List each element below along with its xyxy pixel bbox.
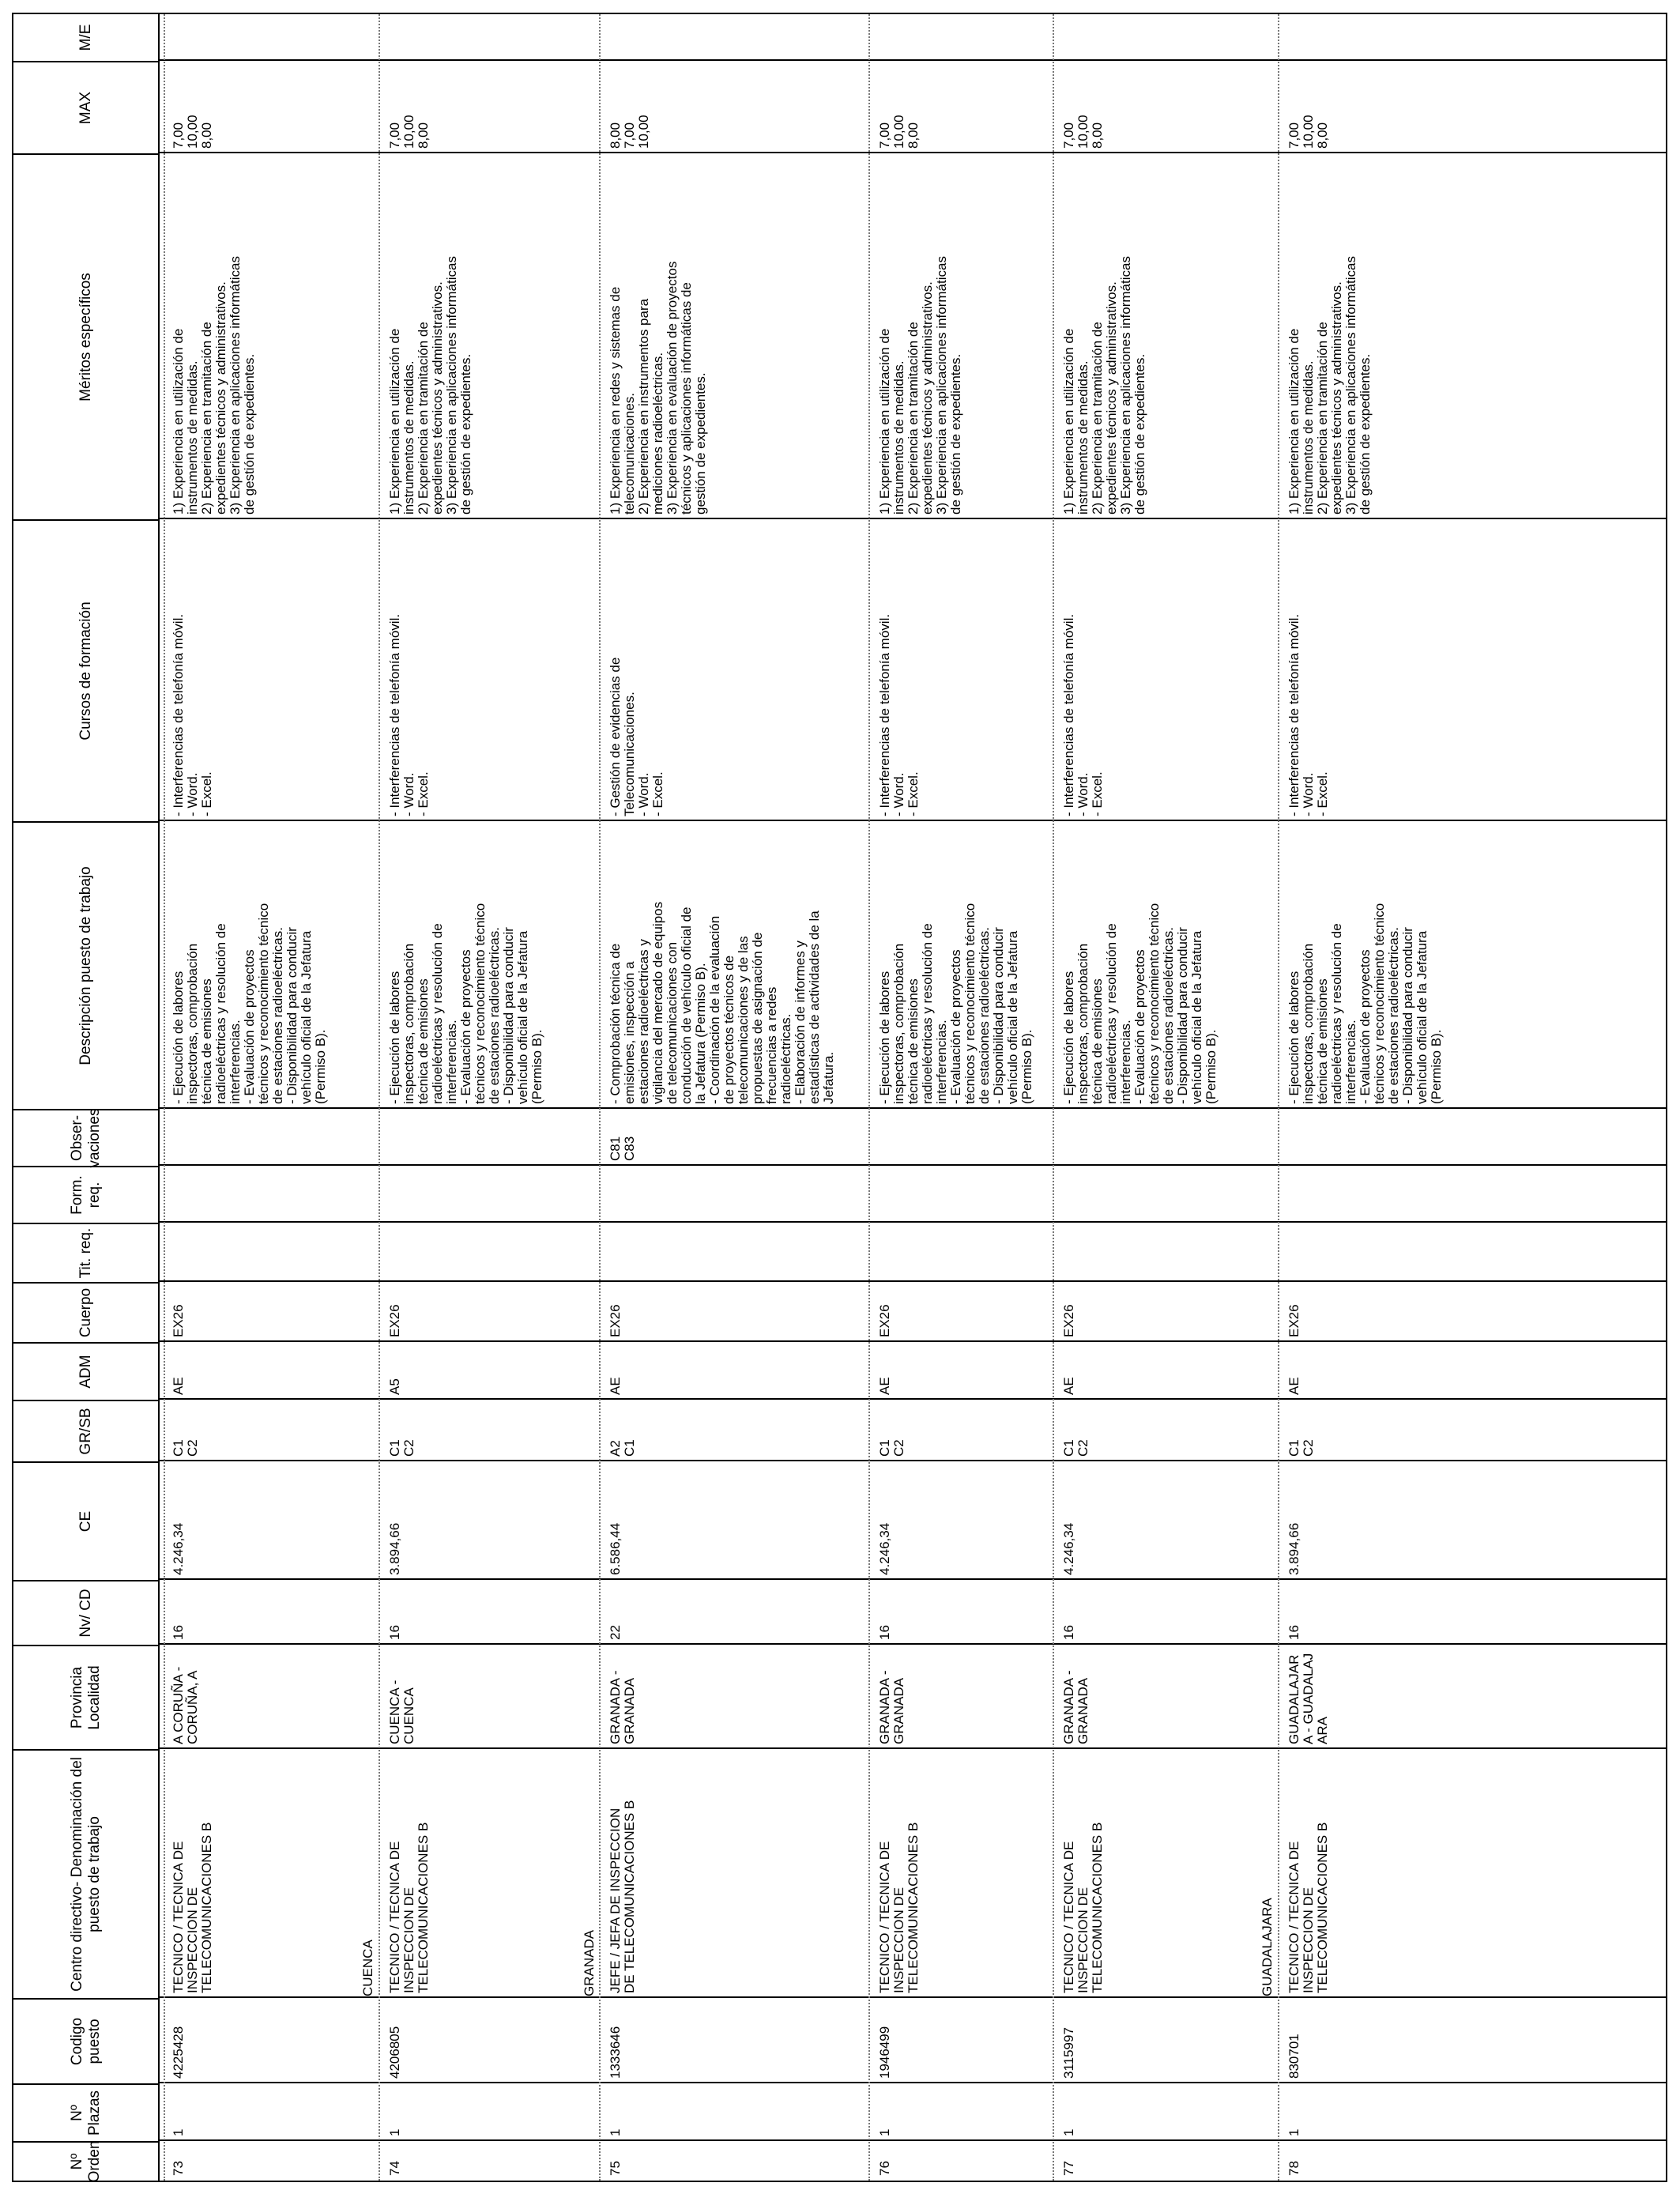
- cell-centro: TECNICO / TECNICA DE INSPECCION DE TELECOMUNICACIONES B: [1061, 1822, 1105, 1993]
- cell-max: 7,00 10,00 8,00: [171, 115, 214, 149]
- cell-gr: C1 C2: [1061, 1439, 1090, 1457]
- cell-me: [386, 14, 388, 61]
- cell-meritos: 1) Experiencia en utilización de instrumentos de medidas. 2) Experiencia en tramitación de expedientes técnicos y administrativos. 3) Experiencia en aplicaciones informáticas de gestión de expedientes.: [387, 256, 473, 515]
- cell-plazas: 1: [608, 2128, 623, 2136]
- cell-obs: [1286, 1109, 1287, 1166]
- cell-codigo: 4225428: [171, 2026, 186, 2079]
- cell-me: [170, 14, 171, 61]
- cell-form: [607, 1166, 608, 1223]
- header-plazas: Nº Plazas: [13, 2083, 160, 2141]
- column-rule: [160, 1280, 1666, 1282]
- cell-provincia: GRANADA - GRANADA: [608, 1670, 637, 1744]
- cell-orden: 73: [171, 2161, 186, 2176]
- cell-adm: AE: [1061, 1377, 1076, 1395]
- cell-form: [1060, 1166, 1062, 1223]
- header-nv: Nv/ CD: [13, 1580, 160, 1645]
- cell-me: [1286, 14, 1287, 61]
- header-form: Form. req.: [13, 1166, 160, 1223]
- cell-centro: JEFE / JEFA DE INSPECCION DE TELECOMUNICACIONES B: [608, 1800, 637, 1993]
- cell-gr: C1 C2: [1286, 1439, 1316, 1457]
- cell-form: [386, 1166, 388, 1223]
- cell-nv: 16: [171, 1625, 186, 1640]
- cell-centro: TECNICO / TECNICA DE INSPECCION DE TELECOMUNICACIONES B: [387, 1822, 431, 1993]
- cell-max: 7,00 10,00 8,00: [877, 115, 921, 149]
- cell-orden: 74: [387, 2161, 402, 2176]
- cell-codigo: 3115997: [1061, 2027, 1076, 2079]
- row-separator: [164, 14, 165, 2181]
- cell-descripcion: - Ejecución de labores inspectoras, comprobación técnica de emisiones radioeléctricas y resolución de interferencias. - Evaluación de proyectos técnicos y reconocimiento técnico de estaciones radioeléctricas. - Disponibilidad para conducir vehículo oficial de la Jefatura (Permiso B).: [1286, 903, 1444, 1104]
- cell-plazas: 1: [171, 2128, 186, 2136]
- cell-tit: [607, 1223, 608, 1282]
- cell-obs: [386, 1109, 388, 1166]
- header-meritos: Méritos específicos: [13, 153, 160, 519]
- section-label-cuenca: CUENCA: [360, 1940, 375, 1996]
- cell-gr: C1 C2: [171, 1439, 200, 1457]
- cell-descripcion: - Ejecución de labores inspectoras, comprobación técnica de emisiones radioeléctricas y resolución de interferencias. - Evaluación de proyectos técnicos y reconocimiento técnico de estaciones radioeléctricas. - Disponibilidad para conducir vehículo oficial de la Jefatura (Permiso B).: [877, 903, 1034, 1104]
- cell-ce: 3.894,66: [387, 1522, 402, 1575]
- header-descripcion: Descripción puesto de trabajo: [13, 821, 160, 1109]
- cell-tit: [1060, 1223, 1062, 1282]
- column-rule: [160, 1221, 1666, 1223]
- cell-max: 7,00 10,00 8,00: [1061, 115, 1105, 149]
- cell-orden: 76: [877, 2161, 892, 2176]
- cell-orden: 78: [1286, 2161, 1301, 2176]
- cell-provincia: CUENCA - CUENCA: [387, 1679, 416, 1744]
- cell-cursos: - Interferencias de telefonía móvil. - Word. - Excel.: [877, 613, 921, 816]
- vacancy-table: [12, 13, 1667, 2182]
- column-rule: [160, 1340, 1666, 1342]
- cell-ce: 4.246,34: [877, 1522, 892, 1575]
- cell-gr: C1 C2: [387, 1439, 416, 1457]
- column-rule: [160, 1164, 1666, 1166]
- cell-nv: 16: [1061, 1625, 1076, 1640]
- section-label-guadalajara: GUADALAJARA: [1260, 1898, 1275, 1996]
- column-rule: [160, 2082, 1666, 2083]
- header-me: M/E: [13, 14, 160, 61]
- cell-provincia: GRANADA - GRANADA: [877, 1670, 906, 1744]
- cell-descripcion: - Comprobación técnica de emisiones, inspección a estaciones radioeléctricas y vigilancia del mercado de equipos de telecomunicaciones con conducción de vehículo oficial de la Jefatura (Permiso B). - Coordinación de la evaluación de proyectos técnicos de telecomunicaciones y de las propuestas de asignación de frecuencias a redes radioeléctricas. - Elaboración de informes y estadísticas de actividades de la Jefatura.: [608, 901, 836, 1104]
- cell-cursos: - Interferencias de telefonía móvil. - Word. - Excel.: [387, 613, 431, 816]
- cell-tit: [876, 1223, 878, 1282]
- cell-orden: 75: [608, 2161, 623, 2176]
- cell-me: [1060, 14, 1062, 61]
- header-max: MAX: [13, 61, 160, 153]
- cell-adm: A5: [387, 1378, 402, 1395]
- cell-me: [607, 14, 608, 61]
- cell-cuerpo: EX26: [171, 1304, 186, 1337]
- row-separator: [868, 14, 870, 2181]
- cell-nv: 16: [1286, 1625, 1301, 1640]
- cell-adm: AE: [171, 1377, 186, 1395]
- cell-cuerpo: EX26: [877, 1304, 892, 1337]
- cell-max: 7,00 10,00 8,00: [387, 115, 431, 149]
- cell-codigo: 1946499: [877, 2026, 892, 2079]
- column-rule: [160, 1398, 1666, 1400]
- header-gr: GR/SB: [13, 1400, 160, 1461]
- row-separator: [1053, 14, 1054, 2181]
- cell-centro: TECNICO / TECNICA DE INSPECCION DE TELECOMUNICACIONES B: [171, 1822, 214, 1993]
- cell-meritos: 1) Experiencia en utilización de instrumentos de medidas. 2) Experiencia en tramitación de expedientes técnicos y administrativos. 3) Experiencia en aplicaciones informáticas de gestión de expedientes.: [1286, 256, 1373, 515]
- cell-meritos: 1) Experiencia en redes y sistemas de telecomunicaciones. 2) Experiencia en instrumentos para mediciones radioeléctricas. 3) Experiencia en evaluación de proyectos técnicos y aplicaciones informáticas de gestión de expedientes.: [608, 261, 708, 515]
- cell-descripcion: - Ejecución de labores inspectoras, comprobación técnica de emisiones radioeléctricas y resolución de interferencias. - Evaluación de proyectos técnicos y reconocimiento técnico de estaciones radioeléctricas. - Disponibilidad para conducir vehículo oficial de la Jefatura (Permiso B).: [1061, 903, 1219, 1104]
- cell-obs: [1060, 1109, 1062, 1166]
- column-rule: [160, 1460, 1666, 1461]
- cell-cursos: - Interferencias de telefonía móvil. - Word. - Excel.: [171, 613, 214, 816]
- header-cursos: Cursos de formación: [13, 519, 160, 821]
- cell-ce: 6.586,44: [608, 1522, 623, 1575]
- cell-meritos: 1) Experiencia en utilización de instrumentos de medidas. 2) Experiencia en tramitación de expedientes técnicos y administrativos. 3) Experiencia en aplicaciones informáticas de gestión de expedientes.: [877, 256, 963, 515]
- section-label-granada: GRANADA: [582, 1929, 597, 1996]
- cell-descripcion: - Ejecución de labores inspectoras, comprobación técnica de emisiones radioeléctricas y resolución de interferencias. - Evaluación de proyectos técnicos y reconocimiento técnico de estaciones radioeléctricas. - Disponibilidad para conducir vehículo oficial de la Jefatura (Permiso B).: [387, 903, 544, 1104]
- header-ce: CE: [13, 1461, 160, 1580]
- cell-me: [876, 14, 878, 61]
- column-rule: [160, 1643, 1666, 1645]
- header-orden: Nº Orden: [13, 2141, 160, 2181]
- cell-max: 7,00 10,00 8,00: [1286, 115, 1330, 149]
- row-separator: [379, 14, 380, 2181]
- cell-provincia: GRANADA - GRANADA: [1061, 1670, 1090, 1744]
- cell-plazas: 1: [1286, 2128, 1301, 2136]
- cell-form: [170, 1166, 171, 1223]
- cell-ce: 4.246,34: [171, 1522, 186, 1575]
- cell-tit: [386, 1223, 388, 1282]
- cell-plazas: 1: [1061, 2128, 1076, 2136]
- header-obs: Obser- vaciones: [13, 1109, 160, 1166]
- cell-cuerpo: EX26: [1061, 1304, 1076, 1337]
- cell-adm: AE: [608, 1377, 623, 1395]
- cell-obs: C81 C83: [608, 1136, 637, 1161]
- cell-meritos: 1) Experiencia en utilización de instrumentos de medidas. 2) Experiencia en tramitación de expedientes técnicos y administrativos. 3) Experiencia en aplicaciones informáticas de gestión de expedientes.: [1061, 256, 1147, 515]
- header-adm: ADM: [13, 1342, 160, 1400]
- row-separator: [1278, 14, 1279, 2181]
- header-tit: Tit. req.: [13, 1223, 160, 1282]
- cell-ce: 3.894,66: [1286, 1522, 1301, 1575]
- cell-adm: AE: [877, 1377, 892, 1395]
- cell-plazas: 1: [387, 2128, 402, 2136]
- cell-cursos: - Interferencias de telefonía móvil. - Word. - Excel.: [1286, 613, 1330, 816]
- cell-codigo: 1333646: [608, 2026, 623, 2079]
- cell-tit: [1286, 1223, 1287, 1282]
- cell-plazas: 1: [877, 2128, 892, 2136]
- cell-gr: C1 C2: [877, 1439, 906, 1457]
- cell-cursos: - Gestión de evidencias de Telecomunicaciones. - Word. - Excel.: [608, 657, 665, 816]
- row-separator: [599, 14, 601, 2181]
- cell-form: [1286, 1166, 1287, 1223]
- cell-cursos: - Interferencias de telefonía móvil. - Word. - Excel.: [1061, 613, 1105, 816]
- cell-nv: 22: [608, 1625, 623, 1640]
- cell-max: 8,00 7,00 10,00: [608, 115, 651, 149]
- column-rule: [160, 1578, 1666, 1580]
- cell-provincia: GUADALAJAR A - GUADALAJ ARA: [1286, 1653, 1330, 1744]
- cell-tit: [170, 1223, 171, 1282]
- cell-orden: 77: [1061, 2161, 1076, 2176]
- cell-cuerpo: EX26: [608, 1304, 623, 1337]
- cell-nv: 16: [387, 1625, 402, 1640]
- header-centro: Centro directivo- Denominación del puesto de trabajo: [13, 1749, 160, 1998]
- cell-adm: AE: [1286, 1377, 1301, 1395]
- cell-codigo: 830701: [1286, 2034, 1301, 2079]
- cell-descripcion: - Ejecución de labores inspectoras, comprobación técnica de emisiones radioeléctricas y resolución de interferencias. - Evaluación de proyectos técnicos y reconocimiento técnico de estaciones radioeléctricas. - Disponibilidad para conducir vehículo oficial de la Jefatura (Permiso B).: [171, 903, 328, 1104]
- cell-centro: TECNICO / TECNICA DE INSPECCION DE TELECOMUNICACIONES B: [877, 1822, 921, 1993]
- cell-meritos: 1) Experiencia en utilización de instrumentos de medidas. 2) Experiencia en tramitación de expedientes técnicos y administrativos. 3) Experiencia en aplicaciones informáticas de gestión de expedientes.: [171, 256, 257, 515]
- cell-gr: A2 C1: [608, 1439, 637, 1457]
- cell-form: [876, 1166, 878, 1223]
- column-rule: [160, 2139, 1666, 2141]
- cell-obs: [170, 1109, 171, 1166]
- cell-ce: 4.246,34: [1061, 1522, 1076, 1575]
- header-codigo: Codigo puesto: [13, 1998, 160, 2083]
- cell-cuerpo: EX26: [1286, 1304, 1301, 1337]
- cell-nv: 16: [877, 1625, 892, 1640]
- cell-codigo: 4206805: [387, 2026, 402, 2079]
- header-cuerpo: Cuerpo: [13, 1282, 160, 1342]
- cell-centro: TECNICO / TECNICA DE INSPECCION DE TELECOMUNICACIONES B: [1286, 1822, 1330, 1993]
- cell-obs: [876, 1109, 878, 1166]
- header-provincia: Provincia Localidad: [13, 1645, 160, 1749]
- cell-cuerpo: EX26: [387, 1304, 402, 1337]
- cell-provincia: A CORUÑA - CORUÑA, A: [171, 1666, 200, 1744]
